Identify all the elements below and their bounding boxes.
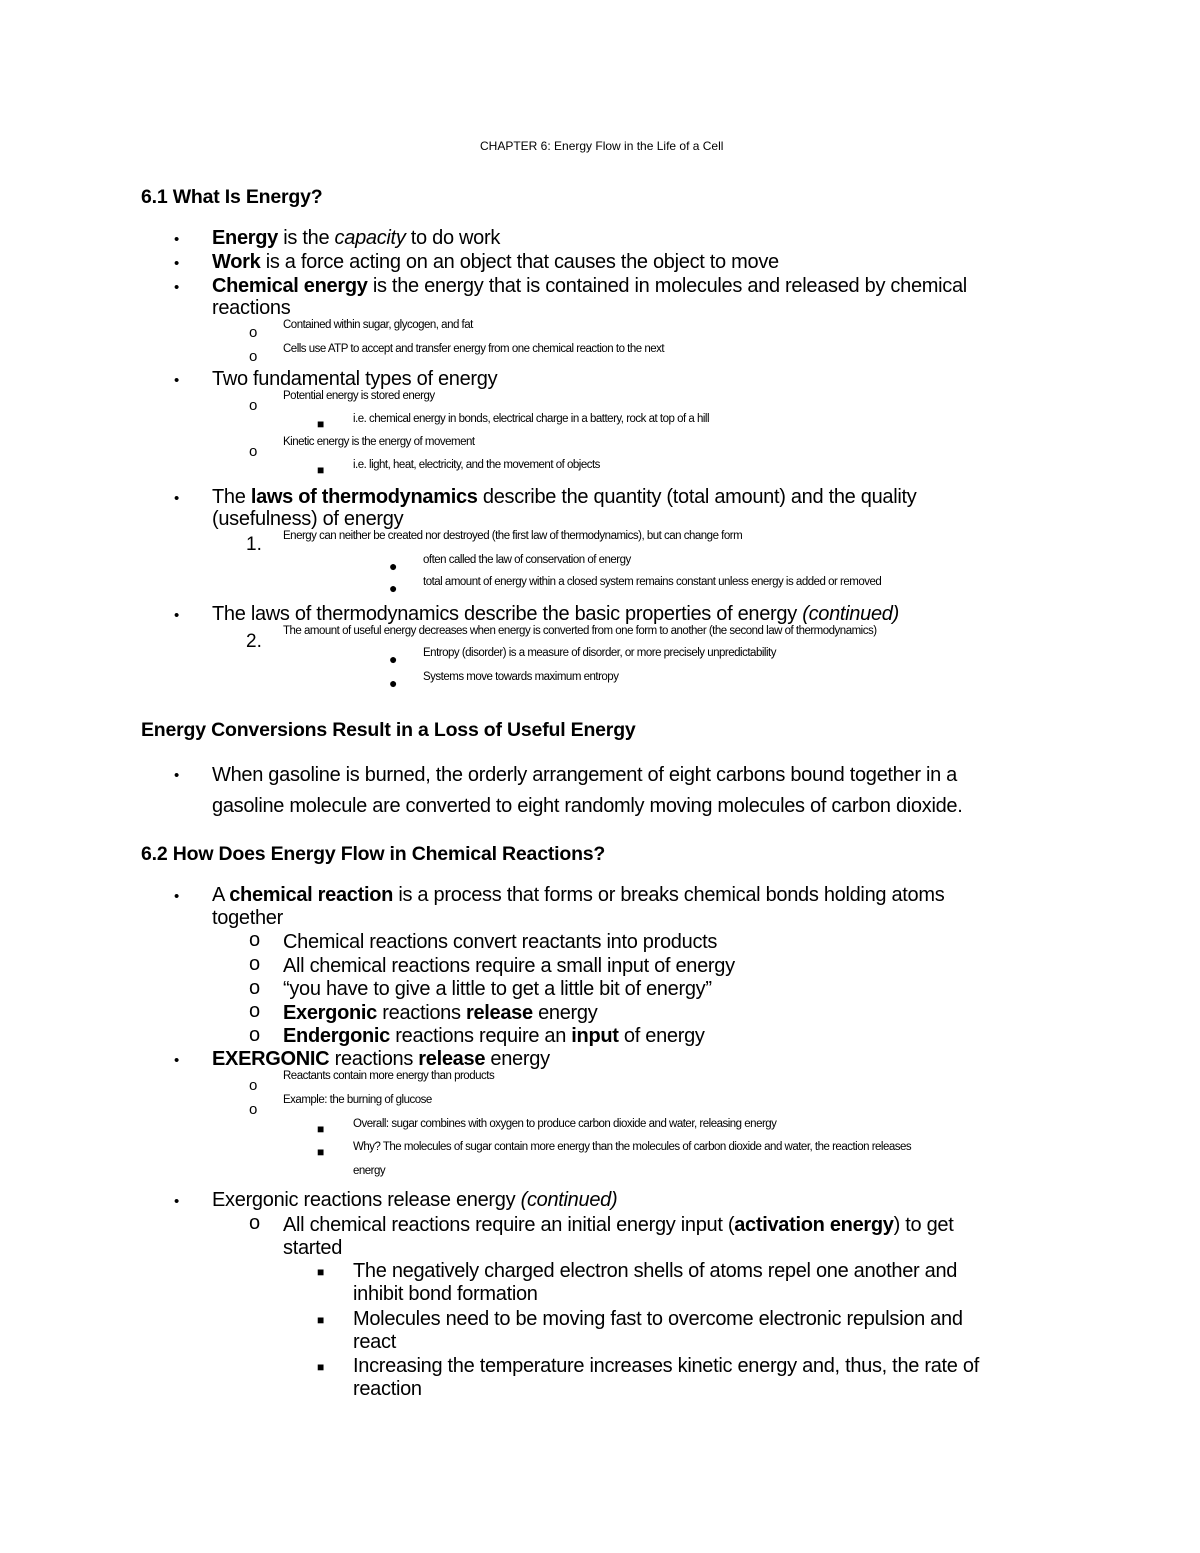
chem-sub-item: Cells use ATP to accept and transfer energy from one chemical reaction to the next [283, 343, 665, 355]
circle-bullet-icon: o [249, 1000, 261, 1022]
bullet-icon: • [174, 607, 180, 624]
bullet-icon: • [174, 767, 180, 784]
circle-bullet-icon: o [249, 1024, 261, 1046]
kinetic-energy-item: Kinetic energy is the energy of movement [283, 436, 475, 448]
activation-energy-continued: started [283, 1237, 343, 1259]
first-law-detail: often called the law of conservation of energy [423, 554, 631, 566]
square-bullet-icon: ■ [317, 1265, 325, 1279]
activation-sub-item-continued: inhibit bond formation [353, 1283, 538, 1305]
exergonic-example: Overall: sugar combines with oxygen to produce carbon dioxide and water, releasing energy [353, 1118, 777, 1130]
square-bullet-icon: ■ [317, 463, 325, 477]
dot-bullet-icon: ● [389, 651, 398, 667]
circle-bullet-icon: o [249, 324, 258, 341]
activation-sub-item: Increasing the temperature increases kinetic energy and, thus, the rate of [353, 1355, 979, 1377]
exergonic-example-continued: energy [353, 1165, 386, 1177]
activation-sub-item: The negatively charged electron shells of atoms repel one another and [353, 1260, 958, 1282]
work-definition: Work is a force acting on an object that causes the object to move [212, 251, 779, 273]
dot-bullet-icon: ● [389, 558, 398, 574]
circle-bullet-icon: o [249, 397, 258, 414]
reaction-sub-item: Exergonic reactions release energy [283, 1002, 598, 1024]
dot-bullet-icon: ● [389, 675, 398, 691]
reaction-sub-item: Endergonic reactions require an input of energy [283, 1025, 705, 1047]
heading-6-2: 6.2 How Does Energy Flow in Chemical Reactions? [141, 843, 606, 865]
heading-6-1: 6.1 What Is Energy? [141, 186, 323, 208]
exergonic-heading: EXERGONIC reactions release energy [212, 1048, 550, 1070]
square-bullet-icon: ■ [317, 1145, 325, 1159]
reaction-sub-item: Chemical reactions convert reactants into products [283, 931, 718, 953]
bullet-icon: • [174, 490, 180, 507]
exergonic-sub-item: Reactants contain more energy than products [283, 1070, 495, 1082]
second-law-detail: Entropy (disorder) is a measure of disorder, or more precisely unpredictability [423, 647, 776, 659]
potential-energy-example: i.e. chemical energy in bonds, electrical charge in a battery, rock at top of a hill [353, 413, 710, 425]
activation-energy: All chemical reactions require an initial energy input (activation energy) to get [283, 1214, 954, 1236]
circle-bullet-icon: o [249, 977, 261, 999]
gasoline-paragraph: When gasoline is burned, the orderly arrangement of eight carbons bound together in a gasoline molecule are converted to eight randomly moving molecules of carbon dioxide. [212, 764, 963, 817]
chemical-energy-definition: Chemical energy is the energy that is contained in molecules and released by chemical [212, 275, 967, 297]
second-law-detail: Systems move towards maximum entropy [423, 671, 619, 683]
potential-energy-item: Potential energy is stored energy [283, 390, 435, 402]
activation-sub-item-continued: react [353, 1331, 396, 1353]
bullet-icon: • [174, 1052, 180, 1069]
laws-of-thermodynamics: The laws of thermodynamics describe the quantity (total amount) and the quality [212, 486, 917, 508]
exergonic-sub-item: Example: the burning of glucose [283, 1094, 432, 1106]
circle-bullet-icon: o [249, 1212, 261, 1234]
first-law: Energy can neither be created nor destroyed (the first law of thermodynamics), but can change form [283, 530, 743, 542]
number-2: 2. [246, 631, 262, 652]
reaction-sub-item: All chemical reactions require a small input of energy [283, 955, 735, 977]
square-bullet-icon: ■ [317, 1122, 325, 1136]
two-types-of-energy: Two fundamental types of energy [212, 368, 498, 390]
square-bullet-icon: ■ [317, 1313, 325, 1327]
first-law-detail: total amount of energy within a closed system remains constant unless energy is added or removed [423, 576, 882, 588]
heading-energy-conversions: Energy Conversions Result in a Loss of Useful Energy [141, 719, 636, 741]
square-bullet-icon: ■ [317, 417, 325, 431]
bullet-icon: • [174, 231, 180, 248]
chemical-reaction-definition: A chemical reaction is a process that forms or breaks chemical bonds holding atoms [212, 884, 945, 906]
activation-sub-item: Molecules need to be moving fast to overcome electronic repulsion and [353, 1308, 963, 1330]
laws-of-thermodynamics-continued: (usefulness) of energy [212, 508, 404, 530]
chemical-energy-continued: reactions [212, 297, 291, 319]
circle-bullet-icon: o [249, 953, 261, 975]
dot-bullet-icon: ● [389, 580, 398, 596]
number-1: 1. [246, 534, 262, 555]
kinetic-energy-example: i.e. light, heat, electricity, and the movement of objects [353, 459, 600, 471]
chem-sub-item: Contained within sugar, glycogen, and fat [283, 319, 473, 331]
laws-basic-properties: The laws of thermodynamics describe the basic properties of energy (continued) [212, 603, 899, 625]
circle-bullet-icon: o [249, 929, 261, 951]
circle-bullet-icon: o [249, 443, 258, 460]
energy-definition: Energy is the capacity to do work [212, 227, 501, 249]
circle-bullet-icon: o [249, 348, 258, 365]
reaction-sub-item: “you have to give a little to get a little bit of energy” [283, 978, 712, 1000]
square-bullet-icon: ■ [317, 1360, 325, 1374]
second-law: The amount of useful energy decreases when energy is converted from one form to another (the second law of thermodynamics) [283, 625, 877, 637]
chemical-reaction-continued: together [212, 907, 283, 929]
activation-sub-item-continued: reaction [353, 1378, 422, 1400]
exergonic-example: Why? The molecules of sugar contain more energy than the molecules of carbon dioxide and water, the reaction releases [353, 1141, 912, 1153]
bullet-icon: • [174, 372, 180, 389]
circle-bullet-icon: o [249, 1077, 258, 1094]
circle-bullet-icon: o [249, 1101, 258, 1118]
bullet-icon: • [174, 888, 180, 905]
bullet-icon: • [174, 255, 180, 272]
bullet-icon: • [174, 279, 180, 296]
bullet-icon: • [174, 1193, 180, 1210]
exergonic-continued: Exergonic reactions release energy (continued) [212, 1189, 618, 1211]
page-title: CHAPTER 6: Energy Flow in the Life of a Cell [480, 139, 724, 153]
